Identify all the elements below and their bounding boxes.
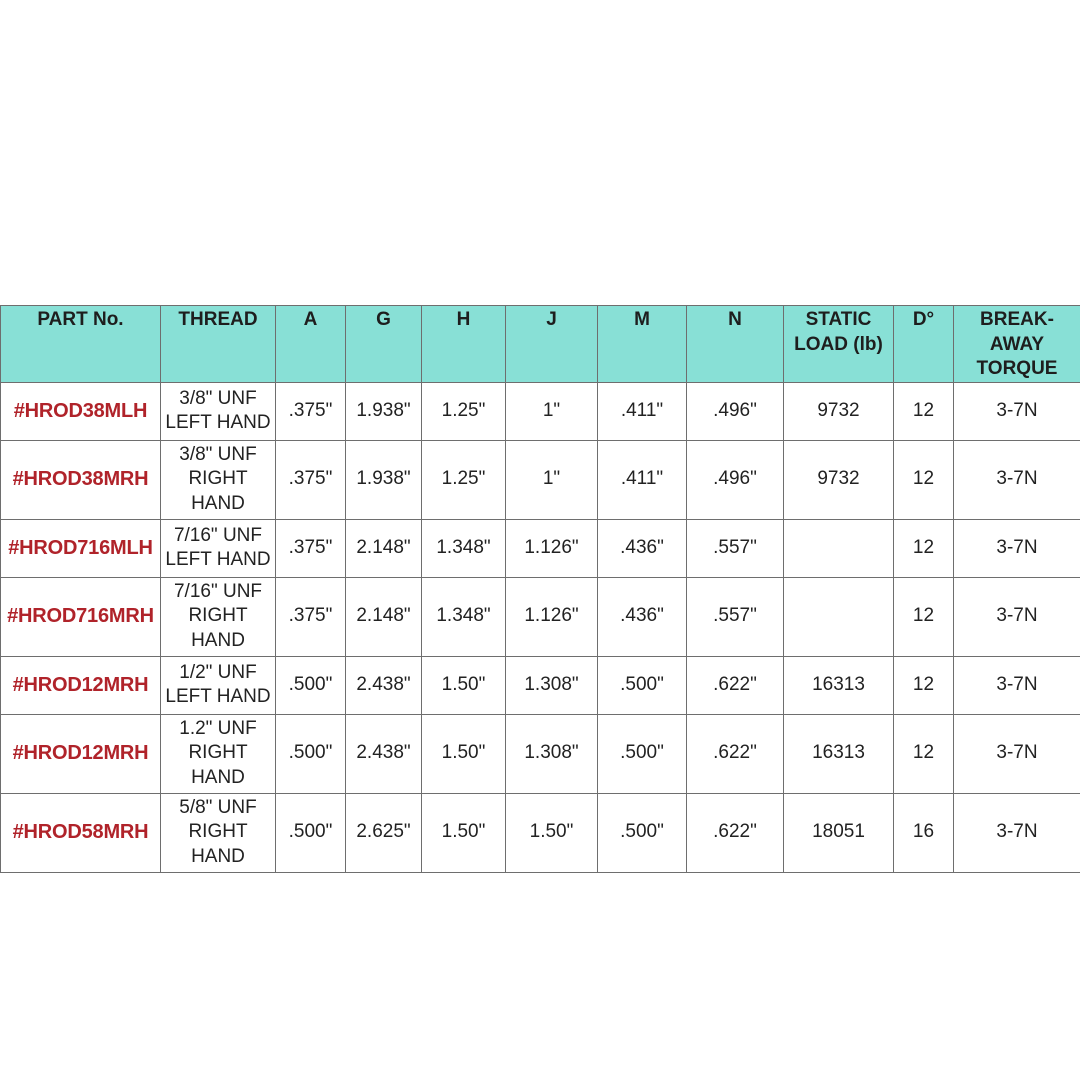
dim-n-cell (687, 793, 784, 872)
table-row (1, 793, 1080, 872)
static-load-text: 9732 (817, 468, 860, 490)
dim-h-text: 1.50" (441, 821, 486, 843)
torque-cell (954, 793, 1080, 872)
dim-a-text: .375" (288, 468, 333, 490)
static-load-cell (784, 793, 894, 872)
degree-cell (894, 382, 954, 440)
degree-text: 12 (912, 605, 935, 627)
thread-text: 7/16" UNF RIGHT HAND (173, 580, 263, 651)
dim-a-text: .500" (288, 742, 333, 764)
dim-j-cell (506, 440, 598, 519)
dim-g-text: 2.438" (356, 673, 411, 695)
torque-text: 3-7N (996, 399, 1038, 421)
thread-cell (161, 382, 276, 440)
degree-text: 12 (912, 742, 935, 764)
dim-h-cell (422, 519, 506, 577)
table-row (1, 519, 1080, 577)
dim-m-cell (598, 793, 687, 872)
header-g: G (346, 306, 422, 383)
dim-a-text: .375" (288, 399, 333, 421)
dim-a-text: .500" (288, 673, 333, 695)
dim-m-text: .436" (620, 536, 664, 558)
dim-a-text: .375" (288, 536, 333, 558)
dim-h-cell (422, 793, 506, 872)
dim-j-text: 1.126" (524, 605, 579, 627)
dim-g-text: 1.938" (356, 468, 411, 490)
part-number-cell (1, 793, 161, 872)
header-part-no: PART No. (1, 306, 161, 383)
dim-g-cell (346, 714, 422, 793)
header-h: H (422, 306, 506, 383)
table-row (1, 577, 1080, 656)
header-a: A (276, 306, 346, 383)
dim-j-cell (506, 577, 598, 656)
dim-j-text: 1" (542, 468, 561, 490)
dim-h-text: 1.25" (441, 399, 486, 421)
part-number-cell (1, 440, 161, 519)
dim-g-cell (346, 382, 422, 440)
degree-text: 16 (912, 821, 935, 843)
header-break-away-torque: BREAK-AWAY TORQUE (954, 306, 1080, 383)
dim-h-cell (422, 656, 506, 714)
dim-m-cell (598, 577, 687, 656)
dim-a-cell (276, 793, 346, 872)
torque-text: 3-7N (996, 605, 1038, 627)
dim-h-text: 1.348" (436, 536, 491, 558)
dim-m-cell (598, 382, 687, 440)
dim-j-text: 1.308" (524, 673, 579, 695)
specification-table (0, 305, 1080, 873)
thread-cell (161, 793, 276, 872)
static-load-text: 9732 (817, 399, 860, 421)
thread-text: 1.2" UNF RIGHT HAND (179, 717, 257, 788)
degree-text: 12 (912, 536, 935, 558)
dim-m-text: .436" (620, 605, 664, 627)
header-d-degrees: D° (894, 306, 954, 383)
table-body (1, 382, 1080, 872)
dim-g-cell (346, 440, 422, 519)
dim-a-cell (276, 382, 346, 440)
dim-g-cell (346, 519, 422, 577)
dim-n-text: .496" (713, 399, 757, 421)
dim-h-text: 1.50" (441, 742, 486, 764)
table-row (1, 714, 1080, 793)
static-load-text: 18051 (812, 821, 865, 843)
thread-cell (161, 714, 276, 793)
header-j: J (506, 306, 598, 383)
table-row (1, 440, 1080, 519)
dim-g-cell (346, 577, 422, 656)
static-load-cell (784, 519, 894, 577)
part-number-text: #HROD716MLH (8, 536, 153, 559)
dim-j-cell (506, 519, 598, 577)
dim-a-cell (276, 656, 346, 714)
dim-m-cell (598, 519, 687, 577)
dim-g-text: 2.148" (356, 536, 411, 558)
thread-cell (161, 440, 276, 519)
torque-cell (954, 656, 1080, 714)
dim-n-cell (687, 656, 784, 714)
dim-j-cell (506, 714, 598, 793)
dim-h-text: 1.348" (436, 605, 491, 627)
degree-cell (894, 440, 954, 519)
static-load-cell (784, 382, 894, 440)
thread-text: 3/8" UNF RIGHT HAND (179, 443, 257, 514)
static-load-cell (784, 440, 894, 519)
part-number-cell (1, 519, 161, 577)
dim-n-cell (687, 382, 784, 440)
dim-j-text: 1" (542, 399, 561, 421)
degree-text: 12 (912, 673, 935, 695)
torque-text: 3-7N (996, 821, 1038, 843)
dim-m-cell (598, 656, 687, 714)
header-thread: THREAD (161, 306, 276, 383)
part-number-text: #HROD716MRH (7, 605, 154, 628)
dim-g-text: 1.938" (356, 399, 411, 421)
dim-g-cell (346, 793, 422, 872)
thread-cell (161, 519, 276, 577)
dim-h-cell (422, 577, 506, 656)
part-number-text: #HROD38MRH (12, 468, 149, 491)
dim-m-text: .500" (620, 821, 664, 843)
dim-g-text: 2.625" (356, 821, 411, 843)
dim-j-text: 1.50" (529, 821, 574, 843)
thread-text: 5/8" UNF RIGHT HAND (179, 796, 257, 867)
dim-g-text: 2.148" (356, 605, 411, 627)
dim-m-text: .411" (620, 399, 664, 421)
dim-n-text: .622" (713, 742, 757, 764)
dim-h-cell (422, 382, 506, 440)
dim-n-text: .557" (713, 605, 757, 627)
part-number-cell (1, 577, 161, 656)
dim-a-text: .375" (288, 605, 333, 627)
dim-g-text: 2.438" (356, 742, 411, 764)
static-load-cell (784, 714, 894, 793)
torque-cell (954, 714, 1080, 793)
dim-h-cell (422, 714, 506, 793)
torque-text: 3-7N (996, 468, 1038, 490)
dim-m-cell (598, 440, 687, 519)
degree-text: 12 (912, 399, 935, 421)
header-n: N (687, 306, 784, 383)
dim-n-cell (687, 519, 784, 577)
part-number-text: #HROD12MRH (12, 742, 149, 765)
thread-text: 1/2" UNF LEFT HAND (165, 661, 271, 707)
dim-n-text: .557" (713, 536, 757, 558)
header-m: M (598, 306, 687, 383)
torque-cell (954, 577, 1080, 656)
dim-n-cell (687, 577, 784, 656)
thread-text: 3/8" UNF LEFT HAND (165, 387, 271, 433)
dim-m-text: .500" (620, 673, 664, 695)
dim-m-text: .500" (620, 742, 664, 764)
dim-n-cell (687, 714, 784, 793)
dim-j-cell (506, 793, 598, 872)
dim-a-cell (276, 714, 346, 793)
degree-cell (894, 793, 954, 872)
dim-m-text: .411" (620, 468, 664, 490)
thread-cell (161, 656, 276, 714)
table-row (1, 656, 1080, 714)
torque-text: 3-7N (996, 673, 1038, 695)
dim-a-cell (276, 519, 346, 577)
torque-cell (954, 382, 1080, 440)
thread-cell (161, 577, 276, 656)
dim-a-text: .500" (288, 821, 333, 843)
static-load-text: 16313 (812, 742, 865, 764)
torque-text: 3-7N (996, 742, 1038, 764)
torque-text: 3-7N (996, 536, 1038, 558)
dim-j-cell (506, 656, 598, 714)
dim-a-cell (276, 577, 346, 656)
dim-h-text: 1.50" (441, 673, 486, 695)
static-load-cell (784, 656, 894, 714)
torque-cell (954, 519, 1080, 577)
degree-cell (894, 519, 954, 577)
dim-g-cell (346, 656, 422, 714)
part-number-cell (1, 382, 161, 440)
static-load-cell (784, 577, 894, 656)
static-load-text: 16313 (812, 673, 865, 695)
dim-a-cell (276, 440, 346, 519)
degree-cell (894, 714, 954, 793)
degree-cell (894, 656, 954, 714)
table-row (1, 382, 1080, 440)
part-number-cell (1, 714, 161, 793)
part-number-text: #HROD12MRH (12, 673, 149, 696)
dim-h-cell (422, 440, 506, 519)
part-number-text: #HROD58MRH (12, 821, 149, 844)
degree-cell (894, 577, 954, 656)
dim-j-text: 1.308" (524, 742, 579, 764)
dim-h-text: 1.25" (441, 468, 486, 490)
part-number-text: #HROD38MLH (13, 399, 148, 422)
thread-text: 7/16" UNF LEFT HAND (165, 524, 271, 570)
torque-cell (954, 440, 1080, 519)
header-row (1, 306, 1080, 383)
dim-n-text: .496" (713, 468, 757, 490)
dim-n-text: .622" (713, 821, 757, 843)
dim-j-text: 1.126" (524, 536, 579, 558)
header-static-load: STATIC LOAD (lb) (784, 306, 894, 383)
dim-j-cell (506, 382, 598, 440)
part-number-cell (1, 656, 161, 714)
dim-n-cell (687, 440, 784, 519)
degree-text: 12 (912, 468, 935, 490)
dim-m-cell (598, 714, 687, 793)
dim-n-text: .622" (713, 673, 757, 695)
